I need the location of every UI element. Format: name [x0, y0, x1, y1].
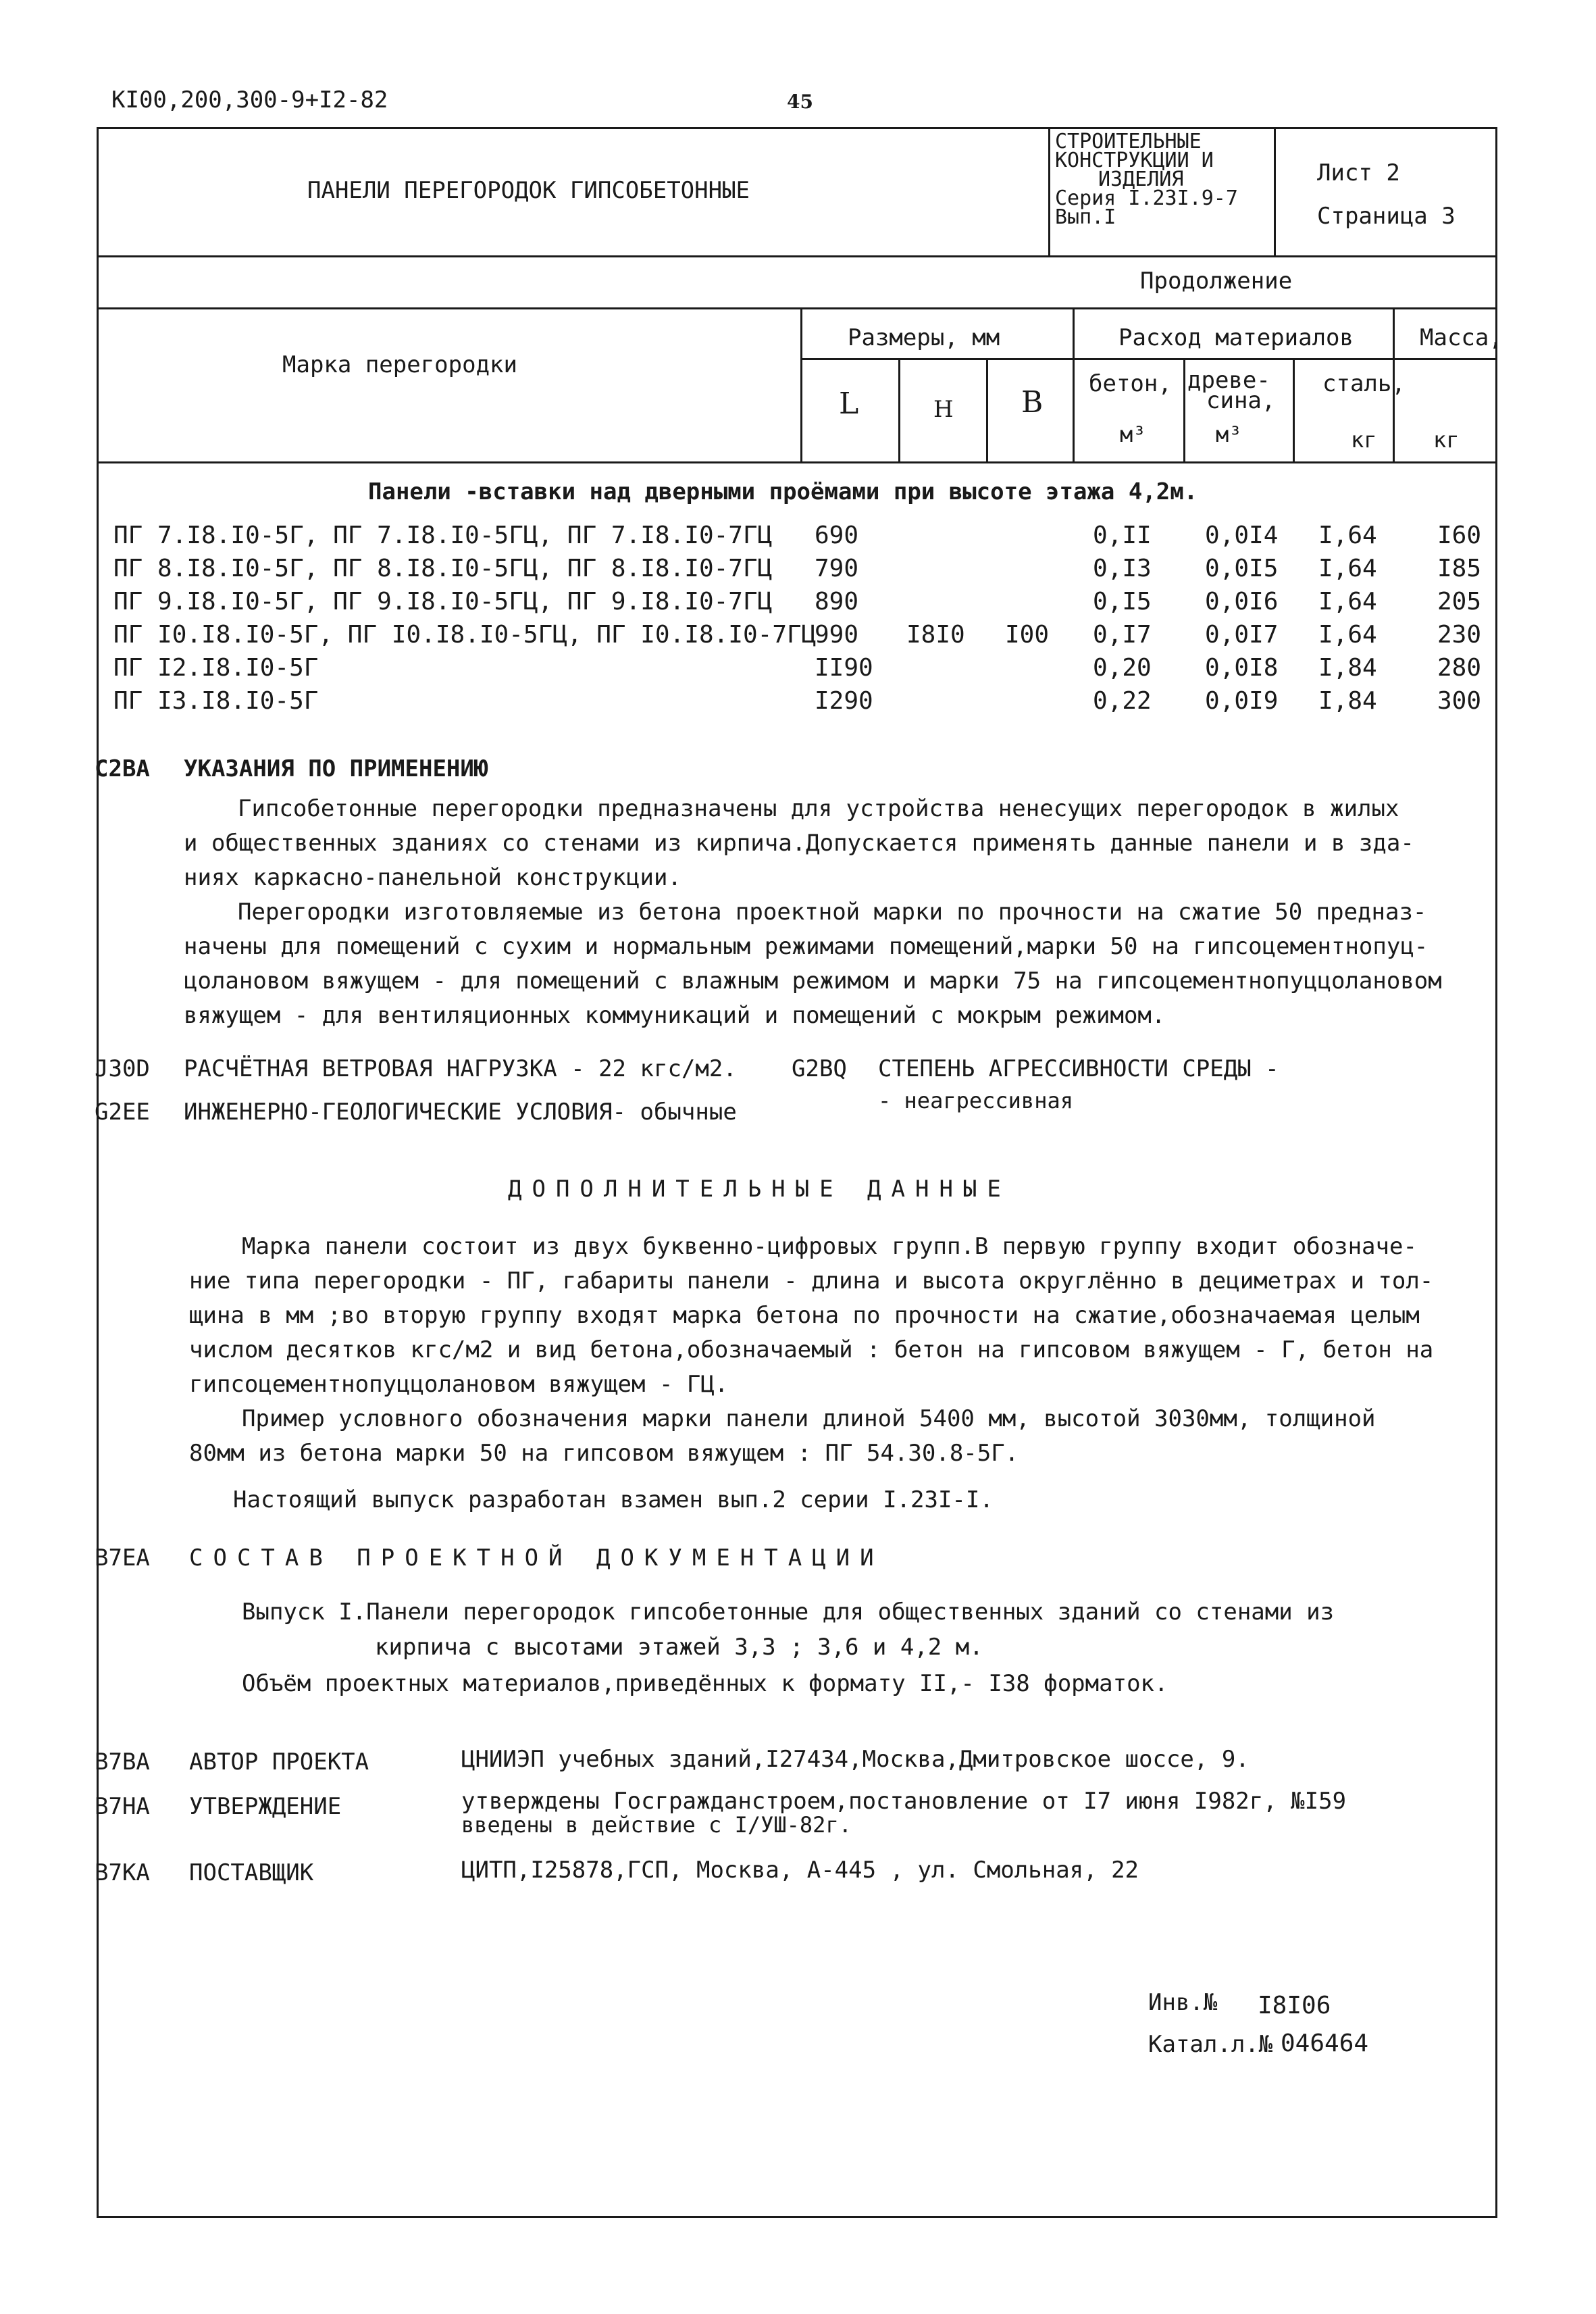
cell-steel: I,64 [1318, 588, 1377, 615]
additional-line: 80мм из бетона марки 50 на гипсовом вяжущем : ПГ 54.30.8-5Г. [189, 1440, 1019, 1467]
documentation-line: Выпуск I.Панели перегородок гипсобетонные для общественных зданий со стенами из [242, 1599, 1335, 1626]
geology-text: ИНЖЕНЕРНО-ГЕОЛОГИЧЕСКИЕ УСЛОВИЯ- обычные [184, 1099, 737, 1126]
cell-steel: I,64 [1318, 555, 1377, 582]
col-header-sizes: Размеры, мм [848, 324, 1000, 351]
category-line: СТРОИТЕЛЬНЫЕ [1055, 130, 1202, 153]
aggressiveness-value: - неагрессивная [878, 1088, 1073, 1113]
cell-wood: 0,0I5 [1205, 555, 1279, 582]
col-header-L: L [839, 386, 859, 421]
cell-mass: 300 [1437, 687, 1482, 715]
cell-wood: 0,0I9 [1205, 687, 1279, 715]
cell-L: II90 [815, 654, 873, 682]
cell-wood: 0,0I8 [1205, 654, 1279, 682]
category-line: КОНСТРУКЦИИ И [1055, 149, 1214, 172]
cell-mark: ПГ I0.I8.I0-5Г, ПГ I0.I8.I0-5ГЦ, ПГ I0.I8.I0-7ГЦ [113, 621, 817, 649]
cell-L: 690 [815, 522, 859, 549]
approval-value: утверждены Госгражданстроем,постановление от I7 июня I982г, №I59 [461, 1788, 1347, 1815]
cell-L: 990 [815, 621, 859, 649]
cell-mark: ПГ 8.I8.I0-5Г, ПГ 8.I8.I0-5ГЦ, ПГ 8.I8.I0-7ГЦ [113, 555, 773, 582]
cell-L: I290 [815, 687, 873, 715]
col-header-materials: Расход материалов [1118, 324, 1354, 351]
cell-L: 890 [815, 588, 859, 615]
page-number: 45 [787, 91, 813, 113]
cell-steel: I,84 [1318, 654, 1377, 682]
cell-wood: 0,0I4 [1205, 522, 1279, 549]
supplier-label: ПОСТАВЩИК [189, 1859, 314, 1886]
additional-line: Пример условного обозначения марки панели длиной 5400 мм, высотой 3030мм, толщиной [242, 1405, 1376, 1432]
cell-wood: 0,0I7 [1205, 621, 1279, 649]
cell-mass: 205 [1437, 588, 1482, 615]
additional-line: ние типа перегородки - ПГ, габариты панели - длина и высота округлённо в дециметрах и тол- [189, 1267, 1434, 1294]
cell-concrete: 0,20 [1093, 654, 1152, 682]
geology-code: G2EE [95, 1099, 150, 1126]
col-header-B: B [1021, 385, 1044, 420]
cell-mark: ПГ 7.I8.I0-5Г, ПГ 7.I8.I0-5ГЦ, ПГ 7.I8.I0-7ГЦ [113, 522, 773, 549]
col-header-concrete: бетон, [1089, 370, 1172, 397]
approval-effective: введены в действие с I/УШ-82г. [461, 1812, 852, 1838]
documentation-code: B7EA [95, 1544, 150, 1571]
cell-mark: ПГ I3.I8.I0-5Г [113, 687, 319, 715]
page-label: Страница 3 [1317, 203, 1456, 230]
inventory-number: I8I06 [1258, 1992, 1331, 2019]
approval-label: УТВЕРЖДЕНИЕ [189, 1793, 342, 1820]
aggressiveness-text: СТЕПЕНЬ АГРЕССИВНОСТИ СРЕДЫ - [878, 1055, 1279, 1082]
aggressiveness-code: G2BQ [792, 1055, 847, 1082]
usage-line: вяжущем - для вентиляционных коммуникаций и помещений с мокрым режимом. [184, 1002, 1166, 1029]
cell-L: 790 [815, 555, 859, 582]
documentation-title: СОСТАВ ПРОЕКТНОЙ ДОКУМЕНТАЦИИ [189, 1544, 884, 1571]
col-header-mass: Масса, [1420, 324, 1503, 351]
cell-steel: I,84 [1318, 687, 1377, 715]
cell-mass: I85 [1437, 555, 1482, 582]
cell-mark: ПГ 9.I8.I0-5Г, ПГ 9.I8.I0-5ГЦ, ПГ 9.I8.I0-7ГЦ [113, 588, 773, 615]
col-header-steel-unit: кг [1351, 427, 1377, 453]
usage-line: Гипсобетонные перегородки предназначены для устройства ненесущих перегородок в жилых [238, 795, 1399, 822]
approval-code: B7HA [95, 1793, 150, 1820]
usage-title: УКАЗАНИЯ ПО ПРИМЕНЕНИЮ [184, 755, 488, 782]
col-header-wood: древе- сина, [1187, 367, 1276, 414]
additional-line: щина в мм ;во вторую группу входят марка бетона по прочности на сжатие,обозначаемая целым [189, 1302, 1420, 1329]
cell-concrete: 0,I5 [1093, 588, 1152, 615]
cell-mass: I60 [1437, 522, 1482, 549]
author-code: B7BA [95, 1749, 150, 1776]
catalog-label: Катал.л.№ [1148, 2031, 1273, 2058]
category-block [1055, 132, 1238, 227]
cell-steel: I,64 [1318, 621, 1377, 649]
cell-concrete: 0,I7 [1093, 621, 1152, 649]
usage-line: и общественных зданиях со стенами из кирпича.Допускается применять данные панели и в зда- [184, 830, 1414, 857]
replacement-note: Настоящий выпуск разработан взамен вып.2 серии I.23I-I. [233, 1486, 994, 1513]
wind-text: РАСЧЁТНАЯ ВЕТРОВАЯ НАГРУЗКА - 22 кгс/м2. [184, 1055, 737, 1082]
documentation-line: Объём проектных материалов,приведённых к формату II,- I38 форматок. [242, 1670, 1168, 1697]
cell-concrete: 0,22 [1093, 687, 1152, 715]
author-label: АВТОР ПРОЕКТА [189, 1749, 369, 1776]
additional-line: числом десятков кгс/м2 и вид бетона,обозначаемый : бетон на гипсовом вяжущем - Г, бетон на [189, 1336, 1434, 1363]
wind-code: J30D [95, 1055, 150, 1082]
cell-concrete: 0,I3 [1093, 555, 1152, 582]
additional-line: Марка панели состоит из двух буквенно-цифровых групп.В первую группу входит обозначе- [242, 1233, 1417, 1260]
usage-code: C2BA [95, 755, 150, 782]
catalog-number: 046464 [1281, 2030, 1369, 2057]
documentation-line: кирпича с высотами этажей 3,3 ; 3,6 и 4,2 м. [375, 1634, 983, 1661]
series-line: Серия I.23I.9-7 [1055, 186, 1238, 210]
col-header-concrete-unit: м³ [1120, 422, 1146, 447]
usage-line: Перегородки изготовляемые из бетона проектной марки по прочности на сжатие 50 предназ- [238, 899, 1427, 926]
category-line: ИЗДЕЛИЯ [1098, 168, 1184, 191]
usage-line: ниях каркасно-панельной конструкции. [184, 864, 681, 891]
col-header-mass-unit: кг [1433, 427, 1460, 453]
additional-title: ДОПОЛНИТЕЛЬНЫЕ ДАННЫЕ [508, 1176, 1011, 1203]
cell-steel: I,64 [1318, 522, 1377, 549]
usage-line: начены для помещений с сухим и нормальным режимами помещений,марки 50 на гипсоцементнопуц- [184, 933, 1428, 960]
document-code: КI00,200,300-9+I2-82 [111, 86, 388, 114]
issue-line: Вып.I [1055, 205, 1116, 229]
section-title: Панели -вставки над дверными проёмами при высоте этажа 4,2м. [368, 478, 1198, 505]
cell-mass: 280 [1437, 654, 1482, 682]
additional-line: гипсоцементнопуццолановом вяжущем - ГЦ. [189, 1371, 729, 1398]
col-header-wood-unit: м³ [1216, 422, 1242, 447]
supplier-code: B7KA [95, 1859, 150, 1886]
cell-concrete: 0,II [1093, 522, 1152, 549]
usage-line: цолановом вяжущем - для помещений с влажным режимом и марки 75 на гипсоцементнопуццолановом [184, 967, 1442, 995]
author-value: ЦНИИЭП учебных зданий,I27434,Москва,Дмитровское шоссе, 9. [461, 1746, 1250, 1773]
cell-mark: ПГ I2.I8.I0-5Г [113, 654, 319, 682]
cell-B: I00 [1005, 621, 1050, 649]
col-header-steel: сталь, [1322, 370, 1406, 397]
cell-H: I8I0 [906, 621, 965, 649]
col-header-mark: Марка перегородки [282, 351, 517, 378]
inventory-label: Инв.№ [1148, 1989, 1218, 2016]
sheet-label: Лист 2 [1317, 159, 1400, 186]
col-header-H: H [933, 396, 954, 423]
continuation-label: Продолжение [1140, 268, 1293, 295]
document-title: ПАНЕЛИ ПЕРЕГОРОДОК ГИПСОБЕТОННЫЕ [307, 177, 750, 204]
supplier-value: ЦИТП,I25878,ГСП, Москва, А-445 , ул. Смольная, 22 [461, 1857, 1139, 1884]
cell-wood: 0,0I6 [1205, 588, 1279, 615]
cell-mass: 230 [1437, 621, 1482, 649]
